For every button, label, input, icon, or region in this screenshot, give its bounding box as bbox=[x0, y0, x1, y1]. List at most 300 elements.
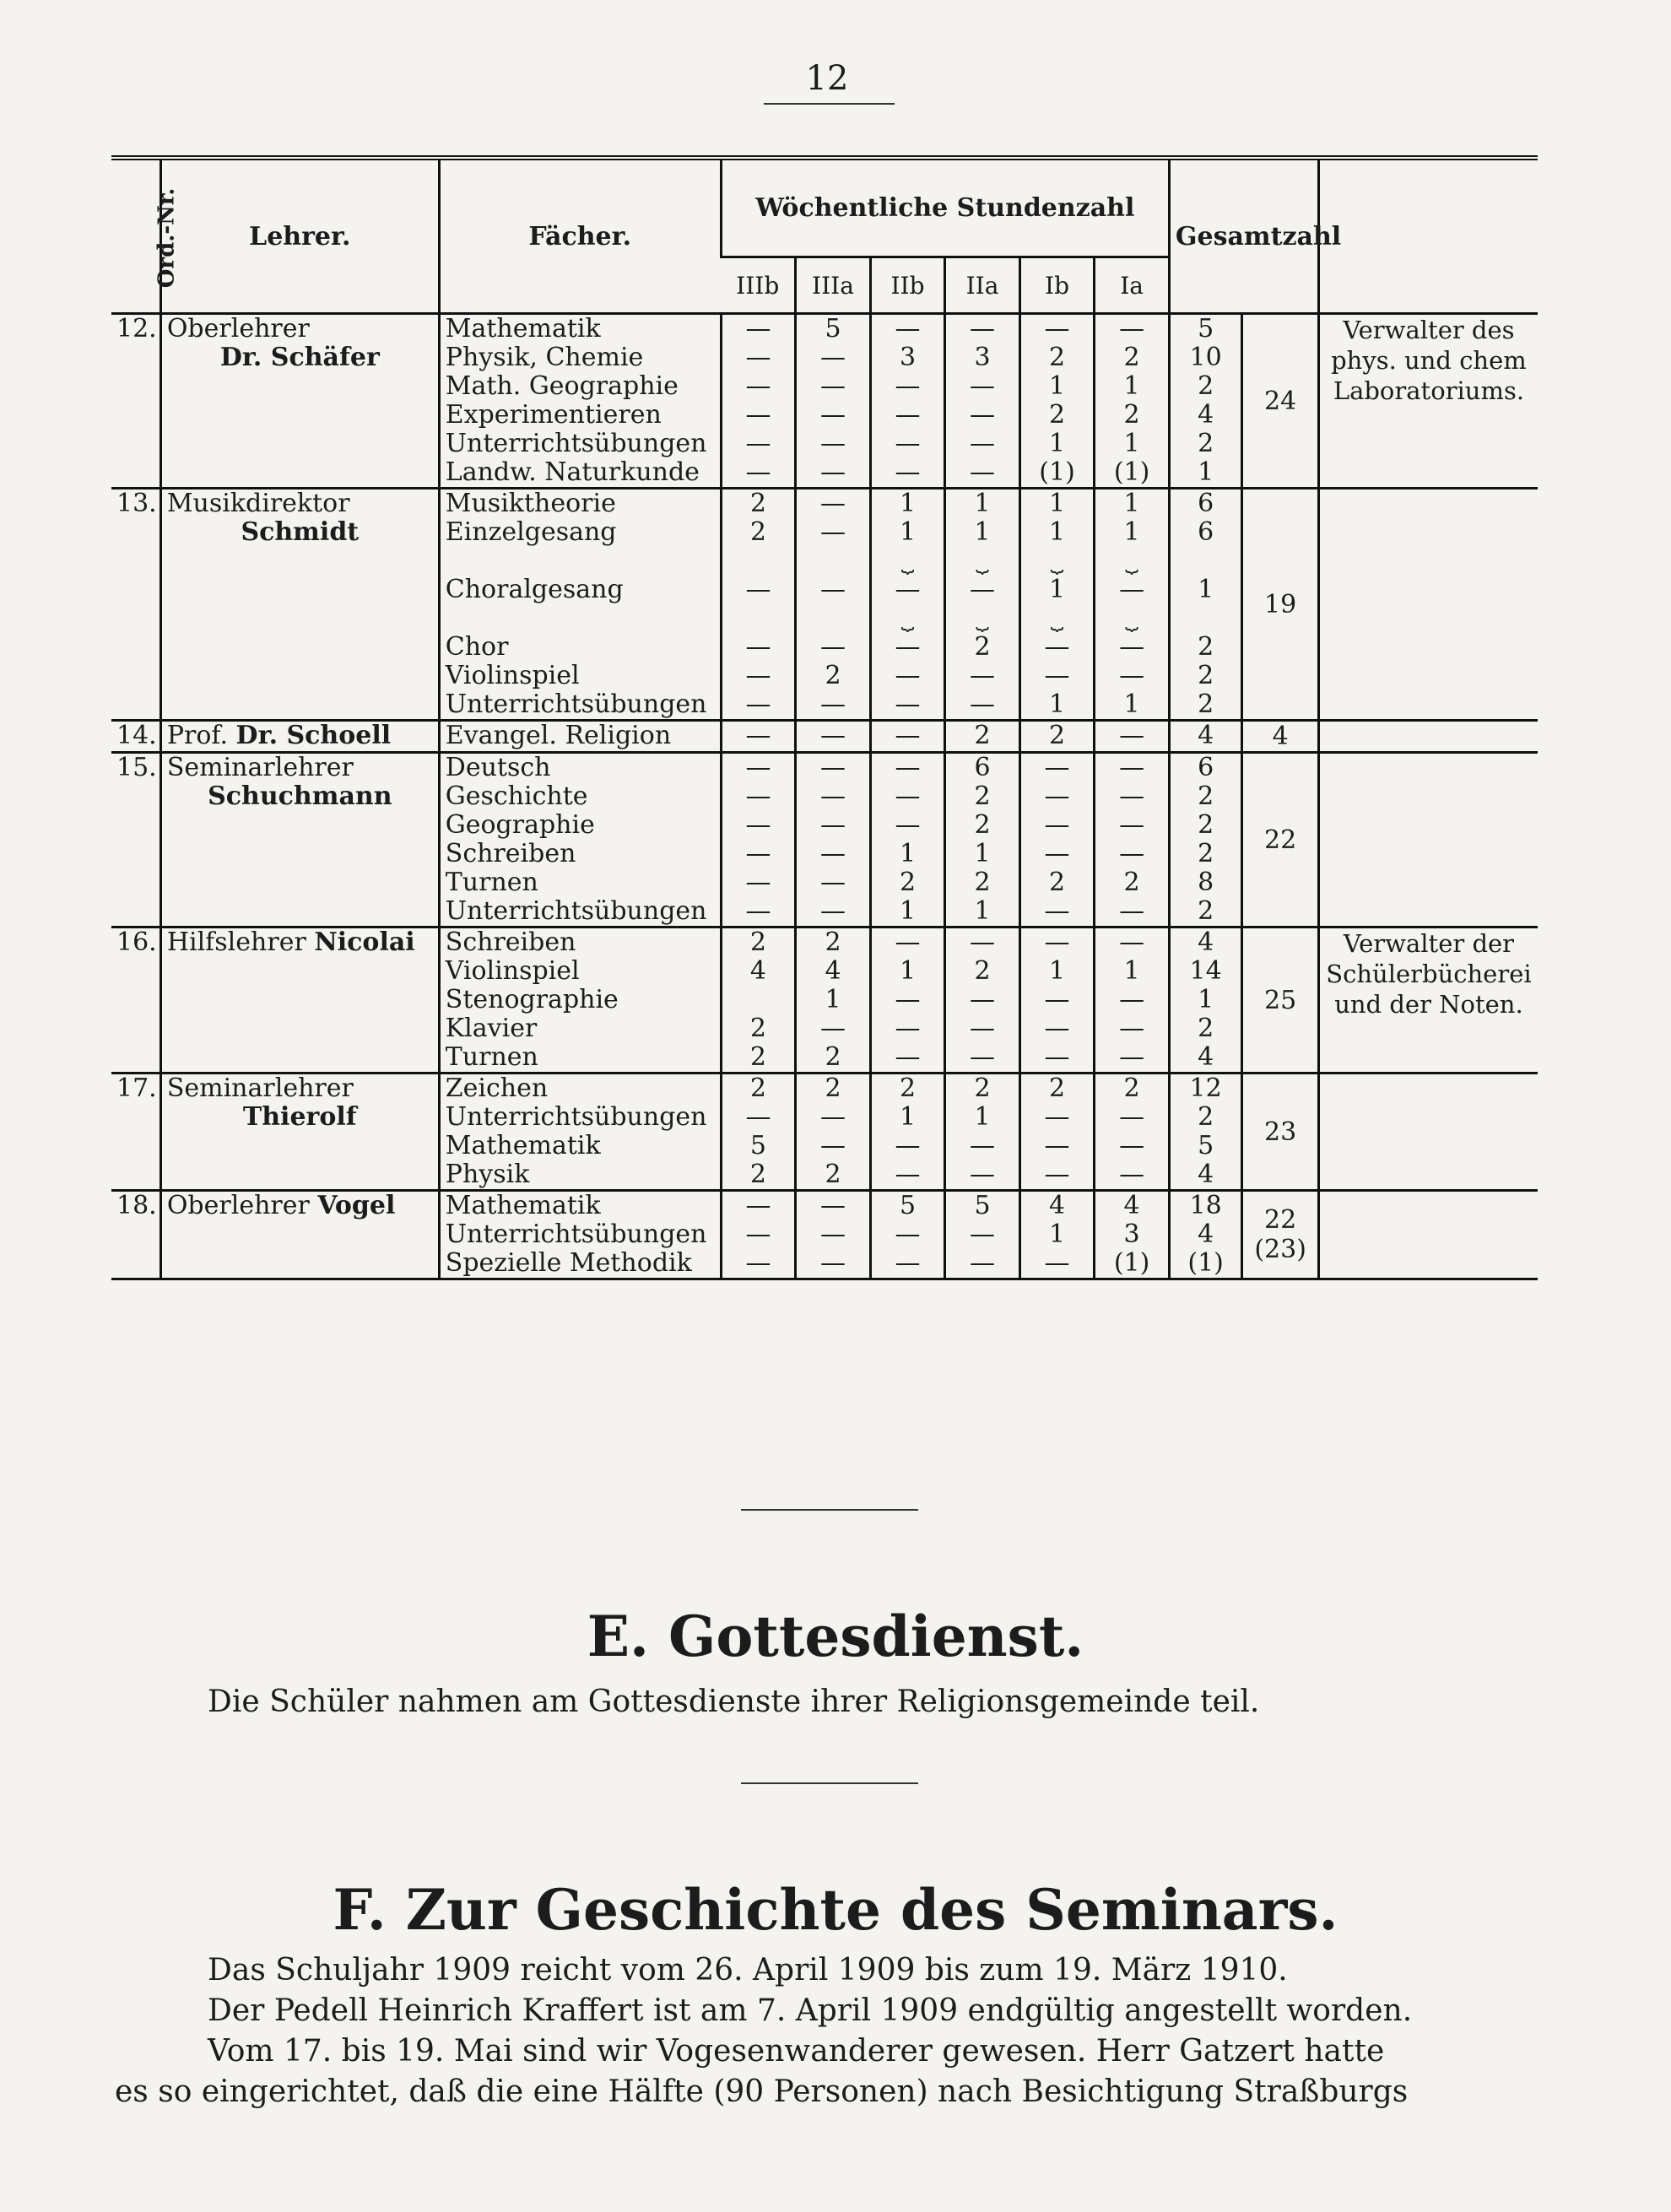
hours-value: 2 bbox=[974, 810, 991, 840]
hours-value: 1 bbox=[1048, 429, 1066, 458]
hours-value: — bbox=[1044, 810, 1070, 840]
brace-mark bbox=[802, 547, 864, 576]
ordnr: 17. bbox=[116, 1074, 157, 1103]
hours-value: — bbox=[1044, 1248, 1070, 1278]
hours-cell bbox=[1095, 928, 1170, 1074]
hours-cell bbox=[1019, 928, 1095, 1074]
brace-mark: ⏟ bbox=[900, 549, 915, 574]
subject-name: Violinspiel bbox=[445, 661, 580, 690]
hours-value: — bbox=[745, 400, 771, 430]
note-cell bbox=[1318, 753, 1538, 928]
hours-value: 2 bbox=[899, 1074, 917, 1103]
hours-value: 2 bbox=[825, 661, 841, 690]
ordnr-cell bbox=[111, 489, 160, 721]
subjects-cell bbox=[439, 314, 721, 489]
hours-value: — bbox=[1119, 721, 1145, 750]
hours-value: 1 bbox=[1123, 517, 1140, 547]
hours-value: 2 bbox=[1123, 868, 1140, 897]
hours-value: — bbox=[970, 400, 996, 430]
total-value: (1) bbox=[1187, 1248, 1224, 1278]
note-cell bbox=[1318, 314, 1538, 489]
hours-value: — bbox=[745, 868, 771, 897]
header-class: Ib bbox=[1019, 257, 1095, 314]
brace-mark: ⏟ bbox=[1125, 549, 1138, 574]
hours-cell bbox=[796, 928, 871, 1074]
hours-value: 5 bbox=[974, 1191, 991, 1220]
hours-value: — bbox=[819, 1191, 846, 1220]
hours-cell bbox=[1019, 721, 1095, 753]
hours-value: 2 bbox=[974, 868, 991, 897]
hours-value: — bbox=[895, 371, 921, 401]
hours-value: 1 bbox=[974, 1102, 991, 1132]
gesamt-cell bbox=[1242, 721, 1319, 753]
hours-value: — bbox=[819, 343, 846, 372]
brace-mark bbox=[727, 604, 790, 633]
hours-value: — bbox=[895, 810, 921, 840]
hours-value: 2 bbox=[1123, 1074, 1140, 1103]
teacher-name: Schmidt bbox=[241, 517, 360, 547]
hours-value: — bbox=[1119, 810, 1145, 840]
hours-cell bbox=[796, 753, 871, 928]
hours-value: — bbox=[1044, 314, 1070, 343]
hours-value: — bbox=[819, 690, 846, 719]
subjects-cell bbox=[439, 753, 721, 928]
teacher-cell bbox=[160, 721, 439, 753]
hours-value: 4 bbox=[825, 956, 841, 986]
total-value: 2 bbox=[1198, 429, 1214, 458]
hours-value: 2 bbox=[825, 928, 841, 957]
hours-value: — bbox=[745, 632, 771, 662]
total-value: 2 bbox=[1198, 1014, 1214, 1043]
teacher-row bbox=[111, 1191, 1538, 1279]
subject-name: Unterrichtsübungen bbox=[445, 896, 707, 926]
section-e-text: Die Schüler nahmen am Gottesdienste ihrer Religionsgemeinde teil. bbox=[208, 1685, 1260, 1719]
hours-value: — bbox=[895, 985, 921, 1014]
hours-cell bbox=[1095, 753, 1170, 928]
hours-cell bbox=[1019, 753, 1095, 928]
hours-value: — bbox=[1044, 1042, 1070, 1072]
hours-value: — bbox=[895, 753, 921, 782]
hours-value: — bbox=[895, 661, 921, 690]
gesamt-value: 4 bbox=[1272, 722, 1289, 751]
subject-name: Violinspiel bbox=[445, 956, 580, 986]
hours-value: — bbox=[819, 632, 846, 662]
hours-value: — bbox=[1044, 1131, 1070, 1160]
hours-value: 2 bbox=[1048, 721, 1066, 750]
total-value: 6 bbox=[1198, 489, 1214, 518]
hours-value bbox=[727, 986, 790, 1014]
teacher-row bbox=[111, 489, 1538, 721]
hours-value: 6 bbox=[974, 753, 991, 782]
hours-value: 2 bbox=[825, 1074, 841, 1103]
hours-value: — bbox=[745, 753, 771, 782]
subject-name: Stenographie bbox=[445, 985, 619, 1014]
subject-name: Unterrichtsübungen bbox=[445, 429, 707, 458]
ordnr: 14. bbox=[116, 721, 157, 750]
hours-value: — bbox=[1044, 661, 1070, 690]
ordnr: 12. bbox=[116, 314, 157, 343]
hours-value: 2 bbox=[1048, 1074, 1066, 1103]
gesamt-cell bbox=[1242, 1191, 1319, 1279]
teacher-cell bbox=[160, 489, 439, 721]
hours-value: — bbox=[1044, 1102, 1070, 1132]
hours-value: 2 bbox=[974, 632, 991, 662]
hours-value: 1 bbox=[899, 896, 917, 926]
hours-value: 1 bbox=[1048, 690, 1066, 719]
teacher-name: Nicolai bbox=[314, 928, 415, 957]
ordnr: 15. bbox=[116, 753, 157, 782]
subject-name: Klavier bbox=[445, 1014, 538, 1043]
hours-value: 4 bbox=[1048, 1191, 1066, 1220]
hours-value: — bbox=[745, 1248, 771, 1278]
hours-value: 1 bbox=[974, 896, 991, 926]
hours-value: — bbox=[970, 985, 996, 1014]
gesamt-cell bbox=[1242, 1074, 1319, 1191]
hours-value: 1 bbox=[1123, 489, 1140, 518]
hours-value: 1 bbox=[1048, 371, 1066, 401]
hours-cell bbox=[721, 753, 796, 928]
total-value: 10 bbox=[1189, 343, 1222, 372]
hours-value: — bbox=[1119, 753, 1145, 782]
teacher-title: Prof. bbox=[166, 721, 228, 750]
hours-value: — bbox=[819, 400, 846, 430]
gesamt-cell bbox=[1242, 928, 1319, 1074]
hours-cell bbox=[1095, 489, 1170, 721]
hours-value: — bbox=[1119, 1102, 1145, 1132]
hours-value: 1 bbox=[1048, 1220, 1066, 1249]
hours-cell bbox=[945, 1074, 1020, 1191]
hours-value: — bbox=[1119, 782, 1145, 811]
hours-cell bbox=[1019, 489, 1095, 721]
hours-value: — bbox=[819, 839, 846, 868]
subject-name: Geographie bbox=[445, 810, 595, 840]
teacher-line bbox=[167, 928, 433, 957]
hours-value: — bbox=[745, 839, 771, 868]
gesamt-cell bbox=[1242, 489, 1319, 721]
subjects-cell bbox=[439, 1074, 721, 1191]
total-cell bbox=[1169, 721, 1242, 753]
teacher-title: Oberlehrer bbox=[166, 1191, 310, 1220]
subject-name: Schreiben bbox=[445, 928, 576, 957]
hours-value: 2 bbox=[974, 956, 991, 986]
note-cell bbox=[1318, 721, 1538, 753]
teacher-name: Dr. Schoell bbox=[235, 721, 392, 750]
hours-value: — bbox=[970, 429, 996, 458]
hours-cell bbox=[721, 314, 796, 489]
subject-name: Experimentieren bbox=[445, 400, 662, 430]
brace-mark: ⏟ bbox=[900, 606, 915, 631]
hours-cell bbox=[721, 1191, 796, 1279]
hours-value: 2 bbox=[974, 1074, 991, 1103]
section-f-line: Das Schuljahr 1909 reicht vom 26. April 1909 bis zum 19. März 1910. bbox=[208, 1953, 1288, 1988]
total-value: 6 bbox=[1198, 753, 1214, 782]
hours-value: — bbox=[819, 753, 846, 782]
total-value: 4 bbox=[1198, 721, 1214, 750]
hours-value: 2 bbox=[974, 782, 991, 811]
total-cell bbox=[1169, 1074, 1242, 1191]
subject-name: Mathematik bbox=[445, 314, 601, 343]
teacher-title: Seminarlehrer bbox=[166, 753, 354, 782]
teacher-schedule-table bbox=[111, 155, 1538, 1280]
header-faecher: Fächer. bbox=[439, 158, 721, 314]
hours-value: — bbox=[895, 782, 921, 811]
total-cell bbox=[1169, 753, 1242, 928]
teacher-cell bbox=[160, 928, 439, 1074]
section-f-line: Der Pedell Heinrich Kraffert ist am 7. April 1909 endgültig angestellt worden. bbox=[208, 1993, 1413, 2028]
subject-name: Unterrichtsübungen bbox=[445, 690, 707, 719]
hours-value: — bbox=[970, 690, 996, 719]
hours-value: — bbox=[970, 661, 996, 690]
hours-cell bbox=[1019, 314, 1095, 489]
hours-value: — bbox=[745, 371, 771, 401]
hours-value: 2 bbox=[749, 1042, 767, 1072]
hours-value: — bbox=[819, 810, 846, 840]
subject-name: Geschichte bbox=[445, 782, 588, 811]
teacher-row bbox=[111, 314, 1538, 489]
ordnr-cell bbox=[111, 721, 160, 753]
hours-value: — bbox=[819, 517, 846, 547]
total-value: 4 bbox=[1198, 400, 1214, 430]
teacher-cell bbox=[160, 1074, 439, 1191]
total-value: 2 bbox=[1198, 810, 1214, 840]
header-gesamtzahl: Gesamtzahl bbox=[1169, 158, 1318, 314]
hours-value: 2 bbox=[1048, 400, 1066, 430]
hours-value: — bbox=[1119, 1160, 1145, 1189]
hours-value: — bbox=[819, 371, 846, 401]
note-cell bbox=[1318, 928, 1538, 1074]
hours-value: — bbox=[970, 1160, 996, 1189]
total-value: 12 bbox=[1189, 1074, 1222, 1103]
hours-value: — bbox=[970, 928, 996, 957]
total-value: 2 bbox=[1198, 896, 1214, 926]
teacher-cell bbox=[160, 1191, 439, 1279]
hours-value: — bbox=[819, 721, 846, 750]
hours-value: — bbox=[1119, 632, 1145, 662]
hours-cell bbox=[1095, 1191, 1170, 1279]
hours-value: — bbox=[745, 1191, 771, 1220]
ordnr: 13. bbox=[116, 489, 157, 518]
teacher-title: Oberlehrer bbox=[166, 314, 310, 343]
hours-cell bbox=[796, 721, 871, 753]
subject-name: Musiktheorie bbox=[445, 489, 616, 518]
hours-value: — bbox=[895, 1131, 921, 1160]
teacher-row bbox=[111, 928, 1538, 1074]
hours-value: — bbox=[819, 1248, 846, 1278]
hours-value: — bbox=[970, 1220, 996, 1249]
hours-value: — bbox=[745, 1220, 771, 1249]
hours-value: — bbox=[819, 1014, 846, 1043]
header-class: IIa bbox=[945, 257, 1020, 314]
brace-spacer bbox=[446, 604, 715, 633]
hours-value: — bbox=[1119, 1131, 1145, 1160]
hours-value: — bbox=[819, 489, 846, 518]
hours-cell bbox=[796, 1191, 871, 1279]
hours-value: — bbox=[1119, 839, 1145, 868]
hours-value: 2 bbox=[749, 517, 767, 547]
hours-value: — bbox=[895, 721, 921, 750]
hours-value: — bbox=[895, 1248, 921, 1278]
brace-mark: ⏟ bbox=[976, 549, 989, 574]
hours-value: 5 bbox=[825, 314, 841, 343]
header-woechentlich: Wöchentliche Stundenzahl bbox=[721, 158, 1169, 257]
hours-value: 2 bbox=[825, 1160, 841, 1189]
hours-value: — bbox=[745, 575, 771, 604]
brace-spacer bbox=[1176, 547, 1236, 576]
hours-cell bbox=[1095, 721, 1170, 753]
hours-value: — bbox=[745, 457, 771, 487]
teacher-name: Schuchmann bbox=[208, 782, 392, 811]
subjects-cell bbox=[439, 1191, 721, 1279]
hours-value: 1 bbox=[899, 1102, 917, 1132]
hours-cell bbox=[870, 489, 945, 721]
brace-mark bbox=[802, 604, 864, 633]
hours-value: — bbox=[819, 1102, 846, 1132]
section-f-line: Vom 17. bis 19. Mai sind wir Vogesenwanderer gewesen. Herr Gatzert hatte bbox=[208, 2034, 1385, 2069]
total-value: 2 bbox=[1198, 661, 1214, 690]
brace-mark: ⏟ bbox=[1050, 606, 1064, 631]
subject-name: Physik, Chemie bbox=[445, 343, 644, 372]
hours-cell bbox=[870, 753, 945, 928]
ordnr: 18. bbox=[116, 1191, 157, 1220]
hours-cell bbox=[721, 928, 796, 1074]
hours-value: — bbox=[1119, 1014, 1145, 1043]
total-value: 18 bbox=[1189, 1191, 1222, 1220]
hours-value: 2 bbox=[749, 1074, 767, 1103]
hours-value: — bbox=[895, 457, 921, 487]
total-value: 1 bbox=[1198, 575, 1214, 604]
page-number-rule bbox=[764, 103, 895, 105]
hours-value: — bbox=[1044, 985, 1070, 1014]
hours-value: 2 bbox=[1123, 400, 1140, 430]
total-value: 2 bbox=[1198, 632, 1214, 662]
section-f-line: es so eingerichtet, daß die eine Hälfte (90 Personen) nach Besichtigung Straßburgs bbox=[115, 2074, 1409, 2109]
hours-value: 5 bbox=[749, 1131, 767, 1160]
hours-value: — bbox=[819, 1220, 846, 1249]
hours-value: — bbox=[819, 782, 846, 811]
hours-value: (1) bbox=[1113, 457, 1150, 487]
subject-name: Spezielle Methodik bbox=[445, 1248, 692, 1278]
hours-value: — bbox=[1119, 928, 1145, 957]
teacher-name: Thierolf bbox=[242, 1102, 357, 1132]
hours-value: — bbox=[1044, 1014, 1070, 1043]
hours-value: 2 bbox=[749, 1014, 767, 1043]
hours-value: 1 bbox=[1048, 517, 1066, 547]
header-class: IIb bbox=[870, 257, 945, 314]
teacher-cell bbox=[160, 314, 439, 489]
subject-name: Physik bbox=[445, 1160, 530, 1189]
section-divider bbox=[741, 1782, 918, 1784]
brace-mark: ⏟ bbox=[1125, 606, 1138, 631]
hours-value: — bbox=[1119, 661, 1145, 690]
hours-cell bbox=[870, 721, 945, 753]
subject-name: Schreiben bbox=[445, 839, 576, 868]
hours-cell bbox=[945, 489, 1020, 721]
hours-value: — bbox=[895, 928, 921, 957]
total-value: 5 bbox=[1198, 314, 1214, 343]
header-class: IIIb bbox=[721, 257, 796, 314]
header-class: IIIa bbox=[796, 257, 871, 314]
hours-value: 5 bbox=[899, 1191, 917, 1220]
page-number: 12 bbox=[805, 59, 849, 98]
hours-value: 1 bbox=[1048, 575, 1066, 604]
section-divider bbox=[741, 1509, 918, 1511]
ordnr-cell bbox=[111, 314, 160, 489]
hours-value: 4 bbox=[749, 956, 767, 986]
gesamt-value: 25 bbox=[1264, 985, 1297, 1015]
hours-value: 1 bbox=[1048, 956, 1066, 986]
hours-value: 2 bbox=[1048, 343, 1066, 372]
note-cell bbox=[1318, 489, 1538, 721]
hours-value: — bbox=[745, 896, 771, 926]
hours-value: — bbox=[1044, 928, 1070, 957]
hours-value: — bbox=[1044, 896, 1070, 926]
brace-spacer bbox=[446, 547, 715, 576]
hours-cell bbox=[870, 314, 945, 489]
ordnr-cell bbox=[111, 1191, 160, 1279]
hours-value: — bbox=[1044, 632, 1070, 662]
brace-spacer bbox=[1176, 604, 1236, 633]
hours-value: 4 bbox=[1123, 1191, 1140, 1220]
hours-value: — bbox=[895, 1160, 921, 1189]
hours-value: — bbox=[895, 314, 921, 343]
hours-value: 2 bbox=[749, 928, 767, 957]
hours-value: — bbox=[819, 896, 846, 926]
teacher-line bbox=[167, 722, 433, 750]
teacher-cell bbox=[160, 753, 439, 928]
hours-cell bbox=[870, 1191, 945, 1279]
hours-value: — bbox=[895, 690, 921, 719]
total-value: 8 bbox=[1198, 868, 1214, 897]
hours-value: 1 bbox=[1123, 429, 1140, 458]
hours-value: 1 bbox=[899, 956, 917, 986]
hours-value: — bbox=[745, 429, 771, 458]
hours-value: — bbox=[819, 1131, 846, 1160]
hours-value: — bbox=[895, 1042, 921, 1072]
section-f-heading: F. Zur Geschichte des Seminars. bbox=[333, 1877, 1338, 1943]
ordnr-cell bbox=[111, 1074, 160, 1191]
hours-value: — bbox=[1044, 782, 1070, 811]
hours-cell bbox=[796, 1074, 871, 1191]
total-value: 2 bbox=[1198, 1102, 1214, 1132]
hours-value: — bbox=[895, 429, 921, 458]
hours-value: — bbox=[745, 661, 771, 690]
ordnr-cell bbox=[111, 753, 160, 928]
hours-value: — bbox=[970, 575, 996, 604]
gesamt-value: 24 bbox=[1264, 386, 1297, 416]
hours-value: 1 bbox=[974, 517, 991, 547]
gesamt-extra: (23) bbox=[1254, 1235, 1306, 1264]
hours-value: — bbox=[1119, 985, 1145, 1014]
hours-cell bbox=[1019, 1074, 1095, 1191]
hours-value: (1) bbox=[1039, 457, 1075, 487]
teacher-row bbox=[111, 721, 1538, 753]
hours-value: 2 bbox=[749, 1160, 767, 1189]
total-value: 6 bbox=[1198, 517, 1214, 547]
subjects-cell bbox=[439, 489, 721, 721]
hours-value: — bbox=[895, 1014, 921, 1043]
total-value: 4 bbox=[1198, 1160, 1214, 1189]
hours-value: 1 bbox=[899, 839, 917, 868]
subject-name: Math. Geographie bbox=[445, 371, 679, 401]
gesamt-cell bbox=[1242, 314, 1319, 489]
hours-value: — bbox=[895, 575, 921, 604]
gesamt-value: 23 bbox=[1264, 1117, 1297, 1147]
subject-name: Unterrichtsübungen bbox=[445, 1102, 707, 1132]
hours-cell bbox=[945, 753, 1020, 928]
hours-cell bbox=[1019, 1191, 1095, 1279]
hours-cell bbox=[721, 721, 796, 753]
hours-value: — bbox=[745, 314, 771, 343]
